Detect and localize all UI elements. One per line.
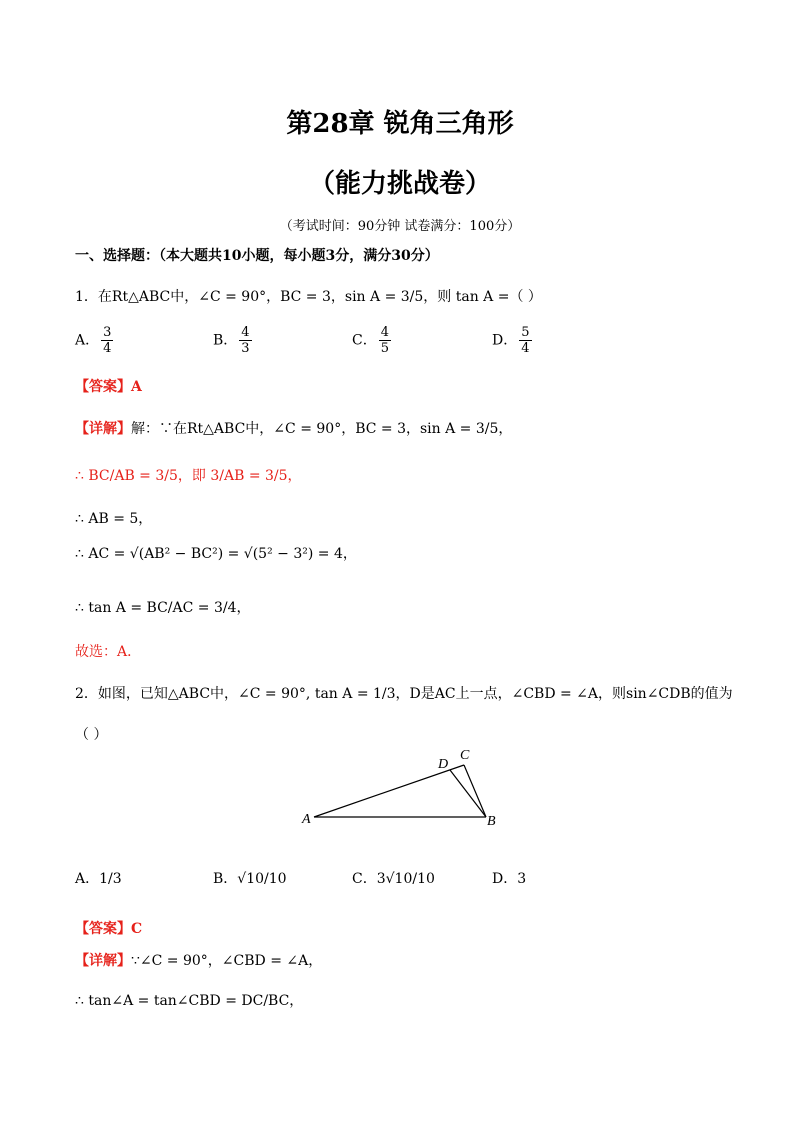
q2-triangle-figure [290,745,510,835]
vertex-c-label: C [460,748,470,763]
q1-detail: 【详解】解：∵在Rt△ABC中，∠C = 90°，BC = 3，sin A = 3/5， [75,421,513,437]
q1-step-1: ∴ BC/AB = 3/5，即 3/AB = 3/5， [75,468,302,484]
q1-step-2: ∴ AB = 5， [75,511,153,527]
vertex-a-label: A [302,812,311,827]
vertex-b-label: B [487,814,496,829]
q2-step-1: ∴ tan∠A = tan∠CBD = DC/BC， [75,993,304,1009]
q1-conclusion: 故选：A． [75,644,142,660]
q2-detail: 【详解】∵∠C = 90°，∠CBD = ∠A， [75,953,323,969]
q1-option-d: D． $\frac{5}{4}$ [492,325,530,356]
vertex-d-label: D [438,757,449,772]
q1-option-a: A． $\frac{3}{4}$ [75,325,112,356]
q2-option-a: A．1/3 [75,871,122,887]
q1-option-b: B． $\frac{4}{3}$ [213,325,250,356]
q2-answer: 【答案】C [75,921,143,937]
q2-option-c: C．3√10/10 [352,871,435,887]
section-heading: 一、选择题：（本大题共10小题，每小题3分，满分30分） [75,248,439,264]
q2-stem: 2．如图，已知△ABC中，∠C = 90°, tan A = 1/3，D是AC上一点，∠CBD = ∠A，则sin∠CDB的值为 [75,686,733,702]
q1-step-4: ∴ tan A = BC/AC = 3/4， [75,600,251,616]
q1-answer: 【答案】A [75,379,142,395]
q1-step-3: ∴ AC = √(AB² − BC²) = √(5² − 3²) = 4， [75,546,357,562]
page-title: 第28章 锐角三角形 [286,109,514,139]
q2-paren: （ ） [75,727,108,743]
q1-option-c: C． $\frac{4}{5}$ [352,325,389,356]
q1-stem: 1．在Rt△ABC中，∠C = 90°，BC = 3，sin A = 3/5，则 tan A =（ ） [75,289,542,305]
exam-info: （考试时间：90分钟 试卷满分：100分） [279,219,521,234]
page-subtitle: （能力挑战卷） [308,169,491,199]
q2-option-d: D．3 [492,871,527,887]
q2-option-b: B．√10/10 [213,871,287,887]
